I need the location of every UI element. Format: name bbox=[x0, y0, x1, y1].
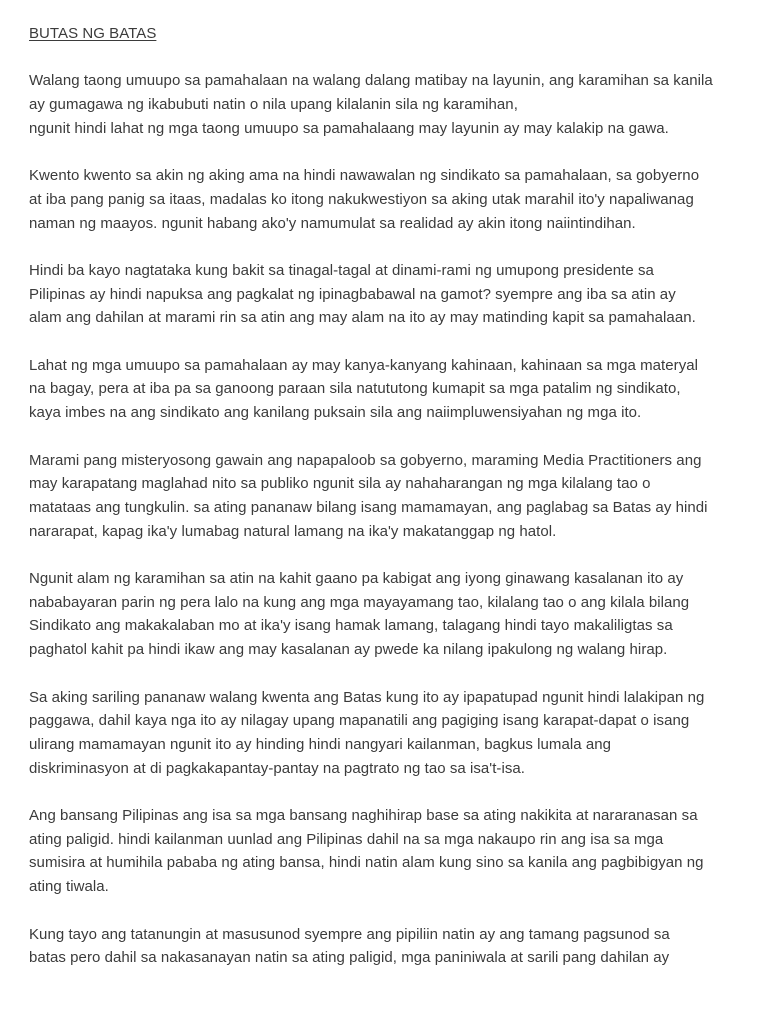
text-line: Walang taong umuupo sa pamahalaan na walang dalang matibay na layunin, ang karamihan sa kanila bbox=[29, 72, 713, 90]
text-line: may karapatang maglahad nito sa publiko ngunit sila ay nahaharangan ng mga kilalang tao o bbox=[29, 475, 651, 493]
text-line: Hindi ba kayo nagtataka kung bakit sa tinagal-tagal at dinami-rami ng umupong presidente sa bbox=[29, 261, 654, 279]
text-line: alam ang dahilan at marami rin sa atin ang may alam na ito ay may matinding kapit sa pamahalaan. bbox=[29, 309, 696, 327]
text-line: at iba pang panig sa itaas, madalas ko itong nakukwestiyon sa aking utak marahil ito'y napaliwanag bbox=[29, 190, 694, 208]
text-line: sumisira at humihila pababa ng ating bansa, hindi natin alam kung sino sa kanila ang pagbibigyan ng bbox=[29, 854, 704, 872]
text-line: ulirang mamamayan ngunit ito ay hinding hindi nangyari kailanman, bagkus lumala ang bbox=[29, 735, 612, 753]
text-line: Ang bansang Pilipinas ang isa sa mga bansang naghihirap base sa ating nakikita at nararanasan sa bbox=[29, 807, 698, 825]
text-line: ating paligid. hindi kailanman uunlad ang Pilipinas dahil na sa mga nakaupo rin ang isa sa mga bbox=[29, 830, 664, 848]
text-line: ating tiwala. bbox=[29, 878, 109, 896]
text-line: Ngunit alam ng karamihan sa atin na kahit gaano pa kabigat ang iyong ginawang kasalanan ito ay bbox=[29, 570, 684, 588]
text-line: Pilipinas ay hindi napuksa ang pagkalat ng ipinagbabawal na gamot? syempre ang iba sa atin ay bbox=[29, 285, 676, 303]
document-body bbox=[29, 22, 745, 994]
paragraph-1 bbox=[29, 69, 745, 140]
paragraph-4 bbox=[29, 354, 745, 425]
text-line: kaya imbes na ang sindikato ang kanilang puksain sila ang naiimpluwensiyahan ng mga ito. bbox=[29, 404, 642, 422]
paragraph-2 bbox=[29, 164, 745, 235]
text-line: Kung tayo ang tatanungin at masusunod syempre ang pipiliin natin ay ang tamang pagsunod sa bbox=[29, 925, 670, 943]
paragraph-5 bbox=[29, 449, 745, 544]
text-line: Lahat ng mga umuupo sa pamahalaan ay may kanya-kanyang kahinaan, kahinaan sa mga materyal bbox=[29, 356, 699, 374]
text-line: Sa aking sariling pananaw walang kwenta ang Batas kung ito ay ipapatupad ngunit hindi lalakipan ng bbox=[29, 688, 705, 706]
text-line: Sindikato ang makakalaban mo at ika'y isang hamak lamang, talagang hindi tayo makaliligtas sa bbox=[29, 617, 673, 635]
paragraph-8 bbox=[29, 804, 745, 899]
text-line: paggawa, dahil kaya nga ito ay nilagay upang mapanatili ang pagiging isang karapat-dapat o isang bbox=[29, 712, 690, 730]
paragraph-6 bbox=[29, 567, 745, 662]
text-line: batas pero dahil sa nakasanayan natin sa ating paligid, mga paniniwala at sarili pang dahilan ay bbox=[29, 949, 670, 967]
paragraph-7 bbox=[29, 686, 745, 781]
document-title: BUTAS NG BATAS bbox=[29, 25, 157, 42]
text-line: paghatol kahit pa hindi ikaw ang may kasalanan ay pwede ka nilang ipakulong ng walang hirap. bbox=[29, 641, 668, 659]
text-line: nababayaran parin ng pera lalo na kung ang mga mayayamang tao, kilalang tao o ang kilala bilang bbox=[29, 593, 690, 611]
text-line: na bagay, pera at iba pa sa ganoong paraan sila natututong kumapit sa mga patalim ng sindikato, bbox=[29, 380, 681, 398]
paragraph-9 bbox=[29, 923, 745, 970]
text-line: naman ng maayos. ngunit habang ako'y namumulat sa realidad ay akin itong naiintindihan. bbox=[29, 214, 636, 232]
text-line: Marami pang misteryosong gawain ang napapaloob sa gobyerno, maraming Media Practitioners ang bbox=[29, 451, 702, 469]
text-line: matataas ang tungkulin. sa ating pananaw bilang isang mamamayan, ang paglabag sa Batas ay hindi bbox=[29, 498, 708, 516]
text-line: diskriminasyon at di pagkakapantay-pantay na pagtrato ng tao sa isa't-isa. bbox=[29, 759, 526, 777]
text-line: ngunit hindi lahat ng mga taong umuupo sa pamahalaang may layunin ay may kalakip na gawa. bbox=[29, 119, 669, 137]
text-line: nararapat, kapag ika'y lumabag natural lamang na ika'y makatanggap ng hatol. bbox=[29, 522, 557, 540]
text-line: ay gumagawa ng ikabubuti natin o nila upang kilalanin sila ng karamihan, bbox=[29, 96, 518, 114]
text-line: Kwento kwento sa akin ng aking ama na hindi nawawalan ng sindikato sa pamahalaan, sa gobyerno bbox=[29, 167, 700, 185]
paragraph-3 bbox=[29, 259, 745, 330]
